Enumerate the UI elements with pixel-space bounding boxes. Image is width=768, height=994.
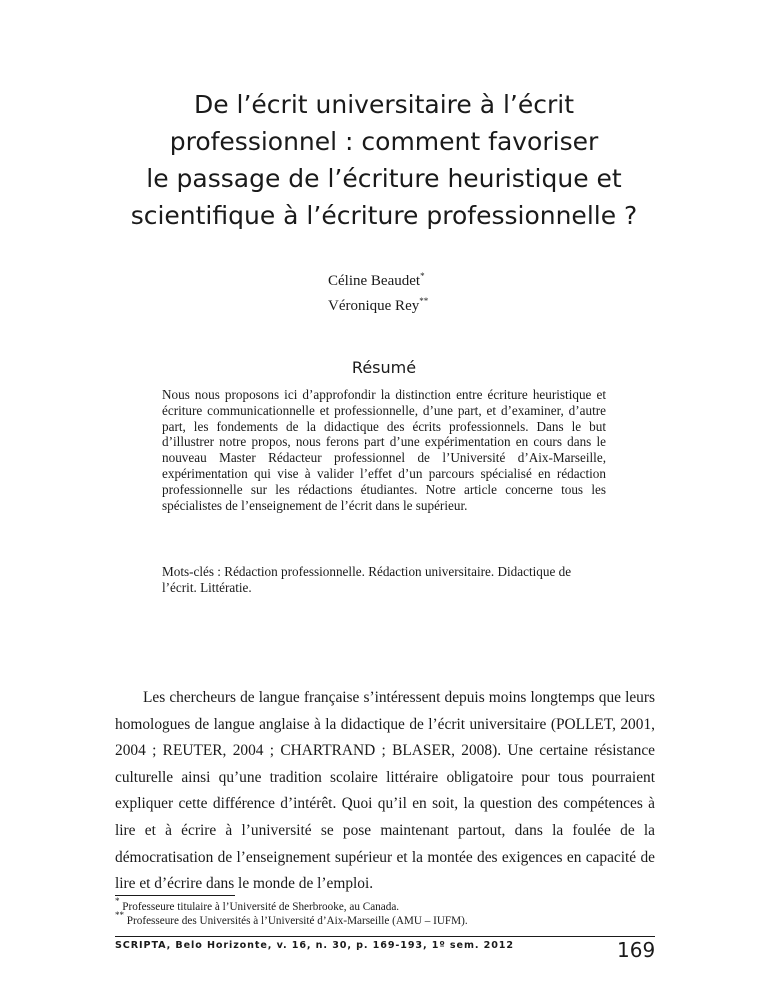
author-2 — [328, 295, 428, 317]
keywords: Mots-clés : Rédaction professionnelle. Rédaction universitaire. Didactique de l’écrit. Littératie. — [162, 564, 572, 595]
footnote-text: Professeure titulaire à l’Université de Sherbrooke, au Canada. — [122, 901, 400, 913]
journal-citation: SCRIPTA, Belo Horizonte, v. 16, n. 30, p. 169-193, 1º sem. 2012 — [115, 940, 514, 951]
title-line: le passage de l’écriture heuristique et — [146, 164, 622, 193]
author-footnote-mark: * — [420, 271, 425, 281]
author-name: Véronique Rey — [328, 298, 420, 314]
footnotes — [115, 896, 655, 928]
footnote-mark: * — [115, 896, 120, 906]
title-line: De l’écrit universitaire à l’écrit — [193, 90, 575, 119]
author-footnote-mark: ** — [419, 296, 429, 306]
title-line: professionnel : comment favoriser — [169, 127, 599, 156]
author-1 — [328, 270, 425, 292]
footnote-text: Professeure des Universités à l’Université d’Aix-Marseille (AMU – IUFM). — [126, 914, 468, 927]
abstract-heading: Résumé — [351, 358, 417, 377]
article-title — [110, 86, 658, 234]
author-name: Céline Beaudet — [328, 273, 421, 289]
page-number: 169 — [617, 938, 656, 962]
footer-rule — [115, 936, 655, 937]
footnote-2 — [115, 909, 655, 929]
body-paragraph: Les chercheurs de langue française s’intéressent depuis moins longtemps que leurs homologues de langue anglaise à la didactique de l’écrit universitaire (POLLET, 2001, 2004 ; REUTER, 2004 ; CHARTRAND ; BLASER, 2008). Une certaine résistance culturelle ainsi qu’une tradition scolaire littéraire obligatoire pour tous pourraient expliquer cette différence d’intérêt. Quoi qu’il en soit, la question des compétences à lire et à écrire à l’université se pose maintenant partout, dans la foulée de la démocratisation de l’enseignement supérieur et la montée des exigences en capacité de lire et d’écrire dans le monde de l’emploi. — [115, 689, 655, 893]
title-line: scientifique à l’écriture professionnelle ? — [130, 201, 638, 230]
footnote-mark: ** — [115, 909, 124, 920]
abstract-text: Nous nous proposons ici d’approfondir la distinction entre écriture heuristique et écriture communicationnelle et professionnelle, d’une part, et d’examiner, d’autre part, les fondements de la didactique des écrits professionnels. Dans le but d’illustrer notre propos, nous ferons part d’une expérimentation en cours dans le nouveau Master Rédacteur professionnel de l’Université d’Aix-Marseille, expérimentation qui vise à valider l’effet d’un parcours spécialisé en rédaction professionnelle sur les rédactions étudiantes. Notre article concerne tous les spécialistes de l’enseignement de l’écrit dans le supérieur. — [162, 387, 606, 513]
footnote-rule — [115, 895, 235, 896]
footnote-1 — [115, 896, 655, 915]
